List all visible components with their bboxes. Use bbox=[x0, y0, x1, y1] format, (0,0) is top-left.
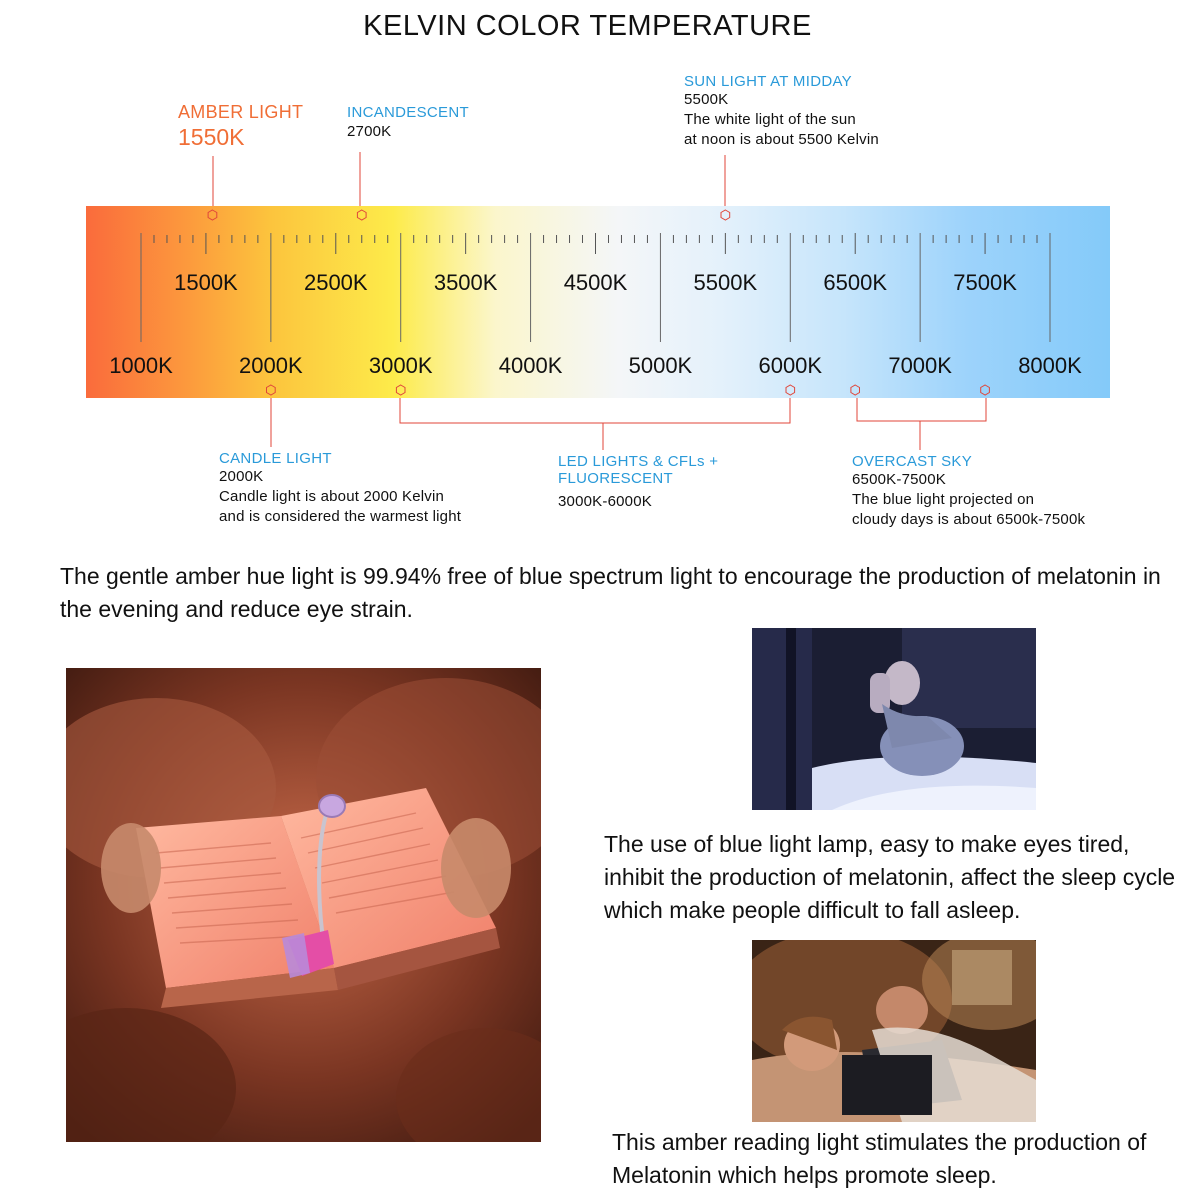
candle-desc-2: and is considered the warmest light bbox=[219, 508, 462, 525]
amber-light-text: This amber reading light stimulates the production of Melatonin which helps promote sleep. bbox=[612, 1129, 1147, 1188]
sun-callout bbox=[684, 73, 879, 150]
overcast-bracket bbox=[857, 396, 986, 421]
marker-hexagon bbox=[981, 385, 990, 395]
tick-label-bottom: 3000K bbox=[368, 353, 433, 378]
amber-callout bbox=[178, 102, 303, 151]
led-label-2: FLUORESCENT bbox=[558, 470, 673, 487]
incandescent-label: INCANDESCENT bbox=[347, 104, 469, 121]
tick-label-bottom: 8000K bbox=[1018, 353, 1082, 378]
marker-hexagon bbox=[721, 210, 730, 220]
blue-light-text: The use of blue light lamp, easy to make eyes tired, inhibit the production of melatonin, affect the sleep cycle which make people difficult to fall asleep. bbox=[604, 831, 1176, 923]
tick-label-bottom: 1000K bbox=[109, 353, 173, 378]
marker-hexagon bbox=[851, 385, 860, 395]
overcast-value: 6500K-7500K bbox=[852, 471, 946, 488]
blue-light-photo bbox=[752, 628, 1036, 810]
tick-label-top: 7500K bbox=[953, 270, 1017, 295]
candle-value: 2000K bbox=[219, 468, 264, 485]
tick-label-bottom: 2000K bbox=[239, 353, 303, 378]
intro-text: The gentle amber hue light is 99.94% free of blue spectrum light to encourage the production of melatonin in the evening and reduce eye strain. bbox=[60, 563, 1161, 622]
tick-label-top: 1500K bbox=[174, 270, 238, 295]
candle-label: CANDLE LIGHT bbox=[219, 450, 332, 467]
sun-desc-1: The white light of the sun bbox=[684, 111, 856, 128]
led-value: 3000K-6000K bbox=[558, 493, 652, 510]
led-bracket bbox=[400, 396, 790, 423]
incandescent-callout bbox=[347, 104, 469, 142]
candle-desc-1: Candle light is about 2000 Kelvin bbox=[219, 488, 445, 505]
amber-value: 1550K bbox=[178, 124, 245, 150]
tick-label-bottom: 5000K bbox=[628, 353, 693, 378]
tick-label-top: 3500K bbox=[433, 270, 498, 295]
overcast-callout bbox=[852, 453, 1085, 530]
page-title: KELVIN COLOR TEMPERATURE bbox=[363, 10, 812, 42]
incandescent-value: 2700K bbox=[347, 123, 392, 140]
candle-callout bbox=[219, 450, 461, 527]
sun-value: 5500K bbox=[684, 91, 729, 108]
overcast-label: OVERCAST SKY bbox=[852, 453, 973, 470]
tick-label-bottom: 4000K bbox=[498, 353, 563, 378]
tick-label-top: 2500K bbox=[303, 270, 368, 295]
marker-hexagon bbox=[357, 210, 366, 220]
overcast-desc-1: The blue light projected on bbox=[852, 491, 1035, 508]
tick-label-top: 5500K bbox=[693, 270, 758, 295]
amber-light-photo bbox=[752, 940, 1036, 1122]
tick-label-top: 4500K bbox=[563, 270, 628, 295]
marker-hexagon bbox=[267, 385, 276, 395]
reading-photo bbox=[66, 668, 541, 1142]
marker-hexagon bbox=[208, 210, 217, 220]
tick-label-top: 6500K bbox=[823, 270, 888, 295]
overcast-desc-2: cloudy days is about 6500k-7500k bbox=[852, 511, 1086, 528]
amber-label: AMBER LIGHT bbox=[178, 102, 304, 122]
marker-hexagon bbox=[396, 385, 405, 395]
reading-book-illustration bbox=[66, 668, 541, 1142]
kelvin-spectrum-bar bbox=[86, 206, 1110, 398]
sleeping-family-illustration bbox=[752, 940, 1036, 1122]
sun-desc-2: at noon is about 5500 Kelvin bbox=[684, 131, 879, 148]
tick-label-bottom: 7000K bbox=[888, 353, 952, 378]
led-label-1: LED LIGHTS & CFLs + bbox=[558, 453, 719, 470]
tick-label-bottom: 6000K bbox=[758, 353, 823, 378]
led-callout bbox=[558, 453, 718, 512]
marker-hexagon bbox=[786, 385, 795, 395]
sun-label: SUN LIGHT AT MIDDAY bbox=[684, 73, 852, 90]
tired-man-illustration bbox=[752, 628, 1036, 810]
